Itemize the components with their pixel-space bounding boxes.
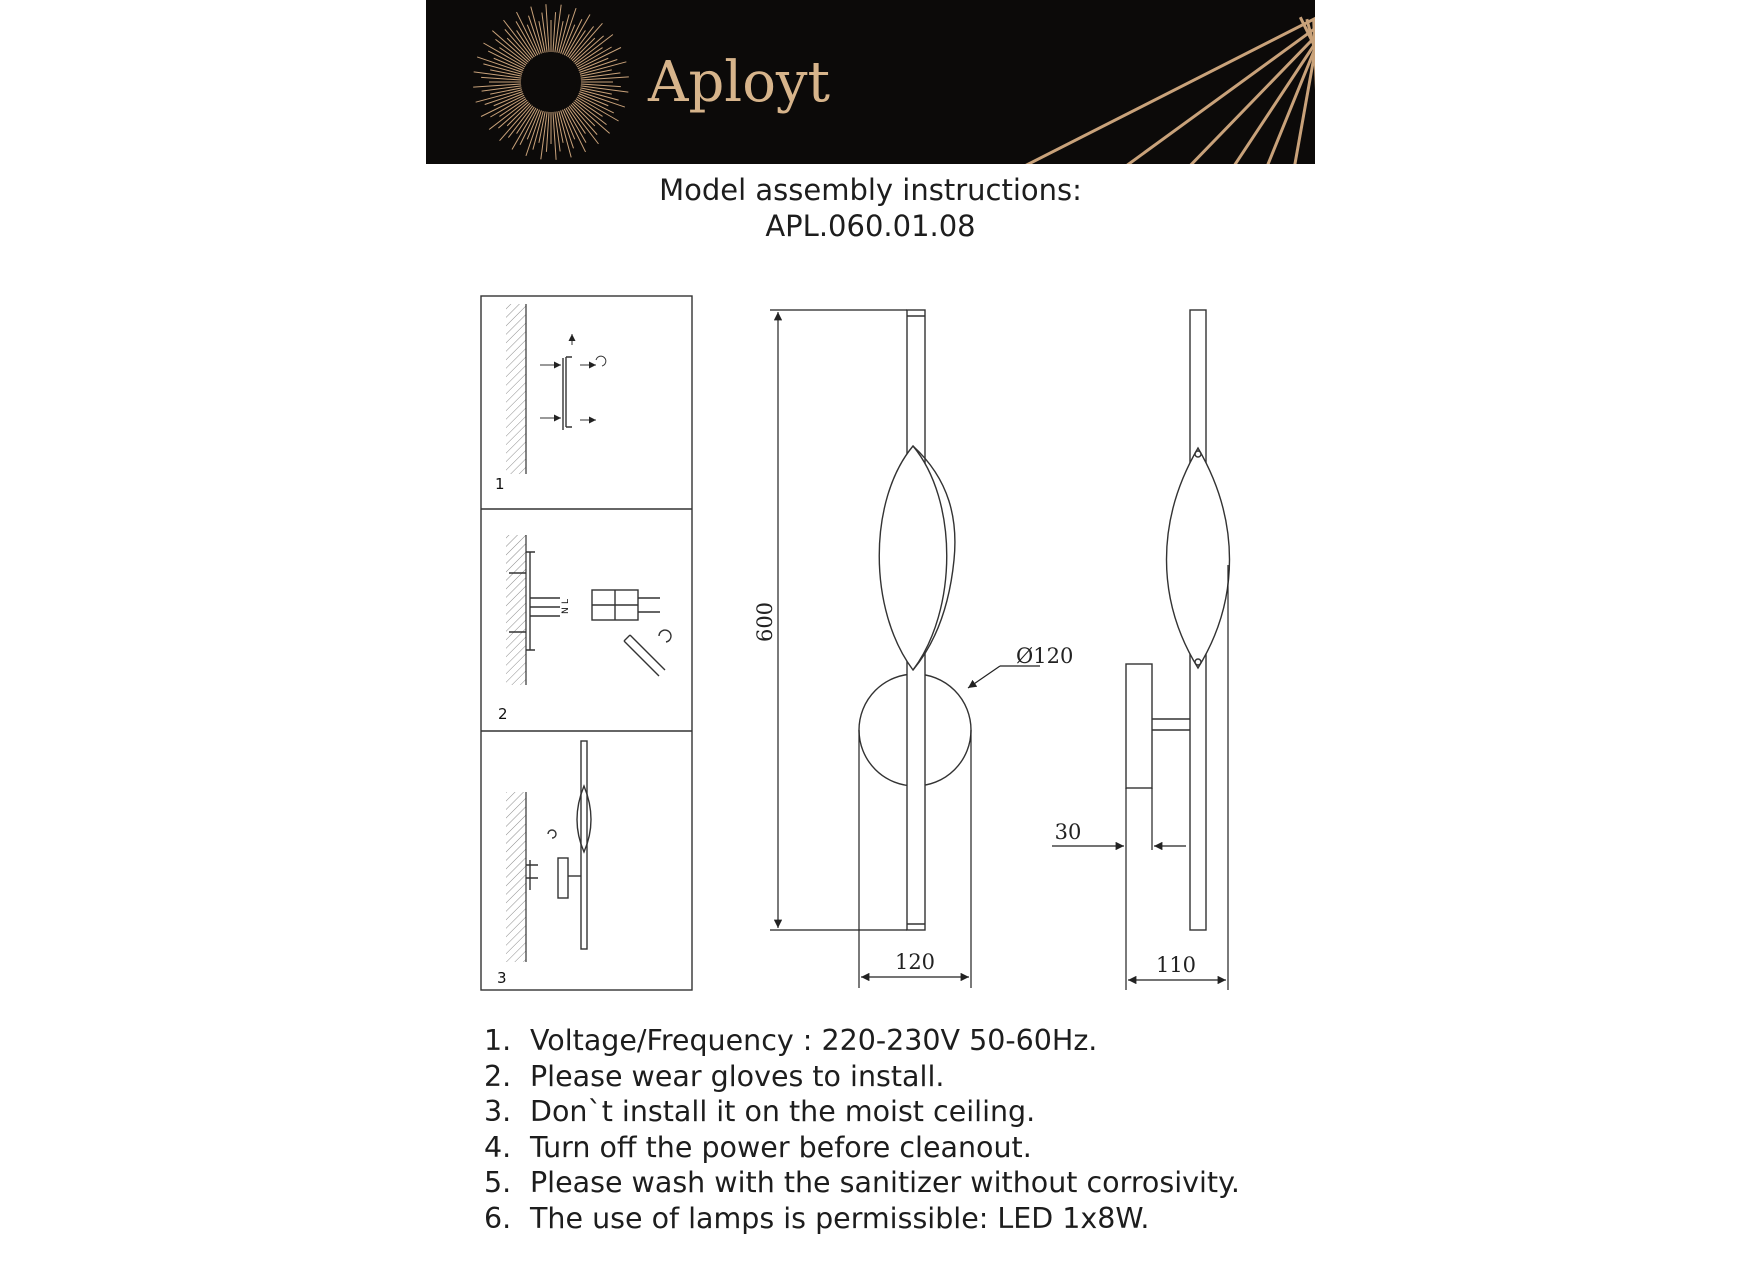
note-item: 5. Please wash with the sanitizer without corrosivity. <box>484 1166 1240 1199</box>
step-2-number: 2 <box>498 705 508 723</box>
dimension-diameter-label: Ø120 <box>1016 644 1074 668</box>
dimension-depth-label: 110 <box>1155 953 1197 977</box>
title-line-1: Model assembly instructions: <box>659 173 1082 207</box>
note-item: 4. Turn off the power before cleanout. <box>484 1130 1032 1164</box>
note-item: 1. Voltage/Frequency : 220-230V 50-60Hz. <box>484 1024 1098 1057</box>
brand-logo-text: Aployt <box>648 50 831 115</box>
model-number: APL.060.01.08 <box>765 209 976 243</box>
wire-l-label: L <box>561 598 571 604</box>
dimension-height-label: 600 <box>753 601 777 643</box>
note-item: 6. The use of lamps is permissible: LED 1x8W. <box>484 1201 1150 1235</box>
dimension-offset-label: 30 <box>1054 820 1082 844</box>
step-1-number: 1 <box>495 475 505 493</box>
side-view-drawing <box>1126 310 1230 930</box>
dimension-width-label: 120 <box>894 950 936 974</box>
front-view-drawing <box>859 310 971 930</box>
step-2-wiring <box>498 535 671 723</box>
safety-notes-list <box>484 1023 1240 1236</box>
note-item: 2. Please wear gloves to install. <box>484 1059 945 1093</box>
dimension-lines <box>770 310 1228 990</box>
step-3-attach-lamp <box>497 741 591 987</box>
note-item: 3. Don`t install it on the moist ceiling. <box>484 1095 1036 1128</box>
wire-n-label: N <box>561 607 571 614</box>
step-3-number: 3 <box>497 969 507 987</box>
step-1-mount-bracket <box>495 304 606 493</box>
